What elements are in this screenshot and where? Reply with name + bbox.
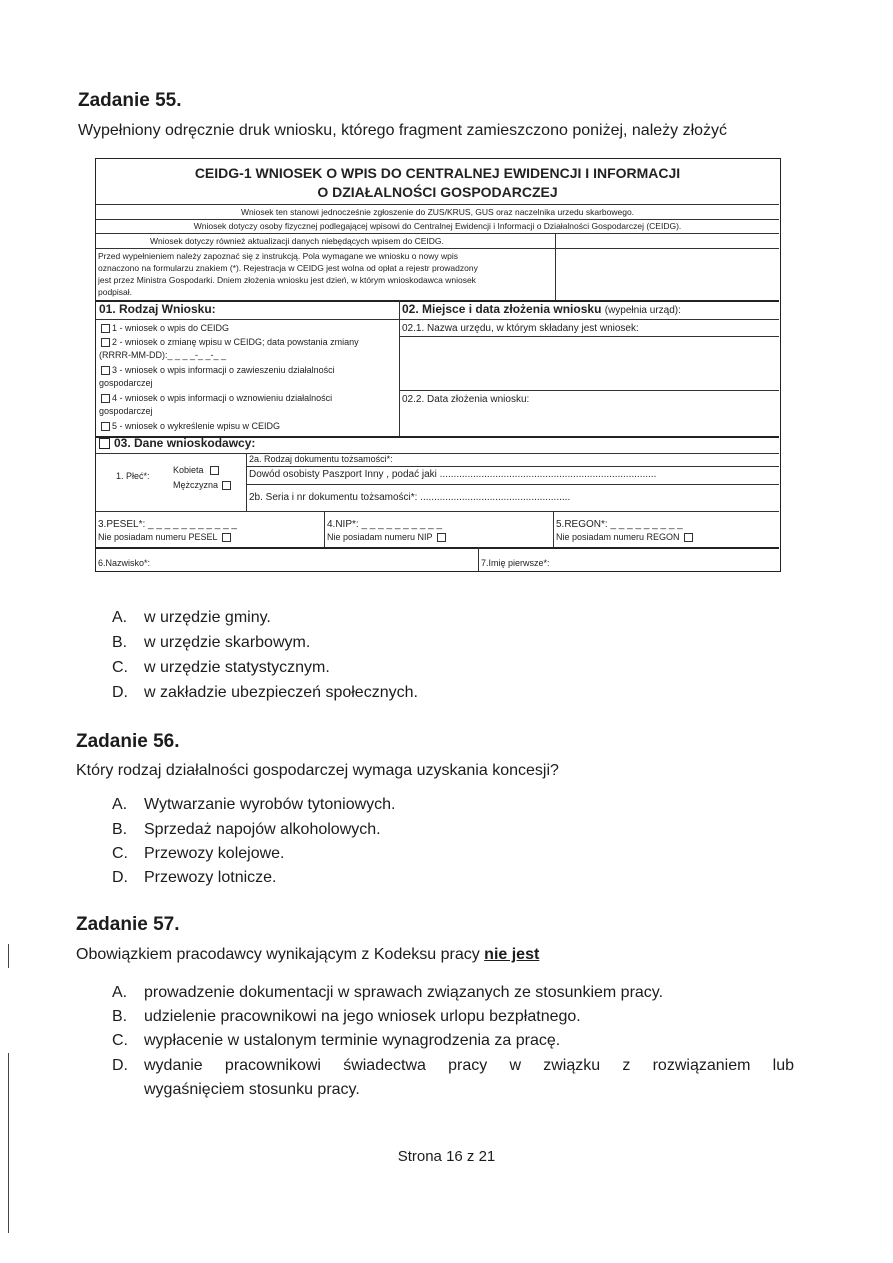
checkbox-icon bbox=[101, 366, 110, 375]
section-01-title: 01. Rodzaj Wniosku: bbox=[99, 302, 216, 316]
form-instr1: Przed wypełnieniem należy zapoznać się z instrukcją. Pola wymagane we wniosku o nowy wpis bbox=[98, 251, 459, 261]
checkbox-icon bbox=[101, 422, 110, 431]
task-56-option-b[interactable]: B. Sprzedaż napojów alkoholowych. bbox=[112, 821, 381, 838]
task-55-option-a[interactable]: A. w urzędzie gminy. bbox=[112, 609, 271, 626]
task-56-option-d[interactable]: D. Przewozy lotnicze. bbox=[112, 869, 277, 886]
task-56-title: Zadanie 56. bbox=[76, 731, 180, 752]
checkbox-icon bbox=[222, 481, 231, 490]
doc-type-label: 2a. Rodzaj dokumentu tożsamości*: bbox=[249, 454, 393, 464]
regon-none: Nie posiadam numeru REGON bbox=[556, 532, 695, 543]
s01-item-3b: gospodarczej bbox=[99, 378, 153, 388]
task-57-option-d[interactable]: D. wydanie pracownikowi świadectwa pracy w związku z rozwiązaniem lub bbox=[112, 1057, 794, 1074]
nip-none: Nie posiadam numeru NIP bbox=[327, 532, 448, 543]
section-02-title: 02. Miejsce i data złożenia wniosku (wypełnia urząd): bbox=[402, 302, 681, 316]
s01-item-2-date: (RRRR-MM-DD):_ _ _ _-_ _-_ _ bbox=[99, 350, 227, 360]
form-note3: Wniosek dotyczy również aktualizacji danych niebędących wpisem do CEIDG. bbox=[150, 236, 444, 246]
firstname-field: 7.Imię pierwsze*: bbox=[481, 558, 550, 568]
s01-item-3: 3 - wniosek o wpis informacji o zawieszeniu działalności bbox=[99, 365, 335, 376]
form-note1: Wniosek ten stanowi jednocześnie zgłoszenie do ZUS/KRUS, GUS oraz naczelnika urzedu skarbowego. bbox=[240, 207, 635, 217]
s01-item-5: 5 - wniosek o wykreślenie wpisu w CEIDG bbox=[99, 421, 280, 432]
task-57-title: Zadanie 57. bbox=[76, 914, 180, 935]
checkbox-icon bbox=[101, 324, 110, 333]
surname-field: 6.Nazwisko*: bbox=[98, 558, 151, 568]
task-57-option-b[interactable]: B. udzielenie pracownikowi na jego wniosek urlopu bezpłatnego. bbox=[112, 1008, 581, 1025]
checkbox-icon bbox=[99, 438, 110, 449]
s01-item-4b: gospodarczej bbox=[99, 406, 153, 416]
s01-item-2: 2 - wniosek o zmianę wpisu w CEIDG; data powstania zmiany bbox=[99, 337, 359, 348]
task-55-option-d[interactable]: D. w zakładzie ubezpieczeń społecznych. bbox=[112, 684, 418, 701]
section-03-title: 03. Dane wnioskodawcy: bbox=[99, 438, 255, 449]
ceidg-form bbox=[95, 158, 781, 572]
scan-mark bbox=[8, 1053, 9, 1233]
pesel-none: Nie posiadam numeru PESEL bbox=[98, 532, 233, 543]
task-57-option-a[interactable]: A. prowadzenie dokumentacji w sprawach związanych ze stosunkiem pracy. bbox=[112, 984, 664, 1001]
checkbox-icon bbox=[101, 338, 110, 347]
task-56-question: Który rodzaj działalności gospodarczej wymaga uzyskania koncesji? bbox=[76, 762, 559, 779]
gender-female: Kobieta bbox=[173, 465, 221, 476]
question-emphasis: nie jest bbox=[484, 946, 540, 963]
task-55-option-c[interactable]: C. w urzędzie statystycznym. bbox=[112, 659, 330, 676]
form-title-line1: CEIDG-1 WNIOSEK O WPIS DO CENTRALNEJ EWIDENCJI I INFORMACJI bbox=[194, 165, 681, 181]
checkbox-icon bbox=[210, 466, 219, 475]
checkbox-icon bbox=[101, 394, 110, 403]
gender-male: Mężczyzna bbox=[173, 480, 233, 491]
s022-label: 02.2. Data złożenia wniosku: bbox=[402, 394, 530, 405]
form-instr3: jest przez Ministra Gospodarki. Dniem złożenia wniosku jest dzień, w którym wnioskodawca wniosek bbox=[98, 275, 476, 285]
task-55-title: Zadanie 55. bbox=[78, 90, 182, 111]
form-title-line2: O DZIAŁALNOŚCI GOSPODARCZEJ bbox=[317, 184, 558, 200]
s021-label: 02.1. Nazwa urzędu, w którym składany jest wniosek: bbox=[402, 323, 639, 334]
s01-item-1: 1 - wniosek o wpis do CEIDG bbox=[99, 323, 229, 334]
task-56-option-a[interactable]: A. Wytwarzanie wyrobów tytoniowych. bbox=[112, 796, 396, 813]
pesel-field: 3.PESEL*: _ _ _ _ _ _ _ _ _ _ _ bbox=[98, 519, 237, 530]
task-55-option-b[interactable]: B. w urzędzie skarbowym. bbox=[112, 634, 311, 651]
form-note2: Wniosek dotyczy osoby fizycznej podlegającej wpisowi do Centralnej Ewidencji i Informacji o Działalności Gospodarczej (CEIDG). bbox=[193, 221, 682, 231]
doc-series: 2b. Seria i nr dokumentu tożsamości*: ...................................................... bbox=[249, 492, 571, 503]
form-instr4: podpisał. bbox=[98, 287, 133, 297]
page-footer: Strona 16 z 21 bbox=[397, 1148, 496, 1165]
checkbox-icon bbox=[684, 533, 693, 542]
regon-field: 5.REGON*: _ _ _ _ _ _ _ _ _ bbox=[556, 519, 683, 530]
form-instr2: oznaczono na formularzu znakiem (*). Rejestracja w CEIDG jest wolna od opłat a rejestr prowadzony bbox=[98, 263, 478, 273]
task-56-option-c[interactable]: C. Przewozy kolejowe. bbox=[112, 845, 285, 862]
task-57-option-c[interactable]: C. wypłacenie w ustalonym terminie wynagrodzenia za pracę. bbox=[112, 1032, 561, 1049]
checkbox-icon bbox=[222, 533, 231, 542]
s01-item-4: 4 - wniosek o wpis informacji o wznowieniu działalności bbox=[99, 393, 332, 404]
task-57-option-d-cont: wygaśnięciem stosunku pracy. bbox=[144, 1081, 360, 1098]
nip-field: 4.NIP*: _ _ _ _ _ _ _ _ _ _ bbox=[327, 519, 443, 530]
checkbox-icon bbox=[437, 533, 446, 542]
task-55-question: Wypełniony odręcznie druk wniosku, którego fragment zamieszczono poniżej, należy złożyć bbox=[78, 122, 728, 139]
doc-options: Dowód osobisty Paszport Inny , podać jaki .............................................................................. bbox=[249, 469, 657, 480]
task-57-question: Obowiązkiem pracodawcy wynikającym z Kodeksu pracy nie jest bbox=[76, 946, 540, 963]
gender-label: 1. Płeć*: bbox=[116, 471, 150, 481]
scan-mark bbox=[8, 944, 9, 968]
